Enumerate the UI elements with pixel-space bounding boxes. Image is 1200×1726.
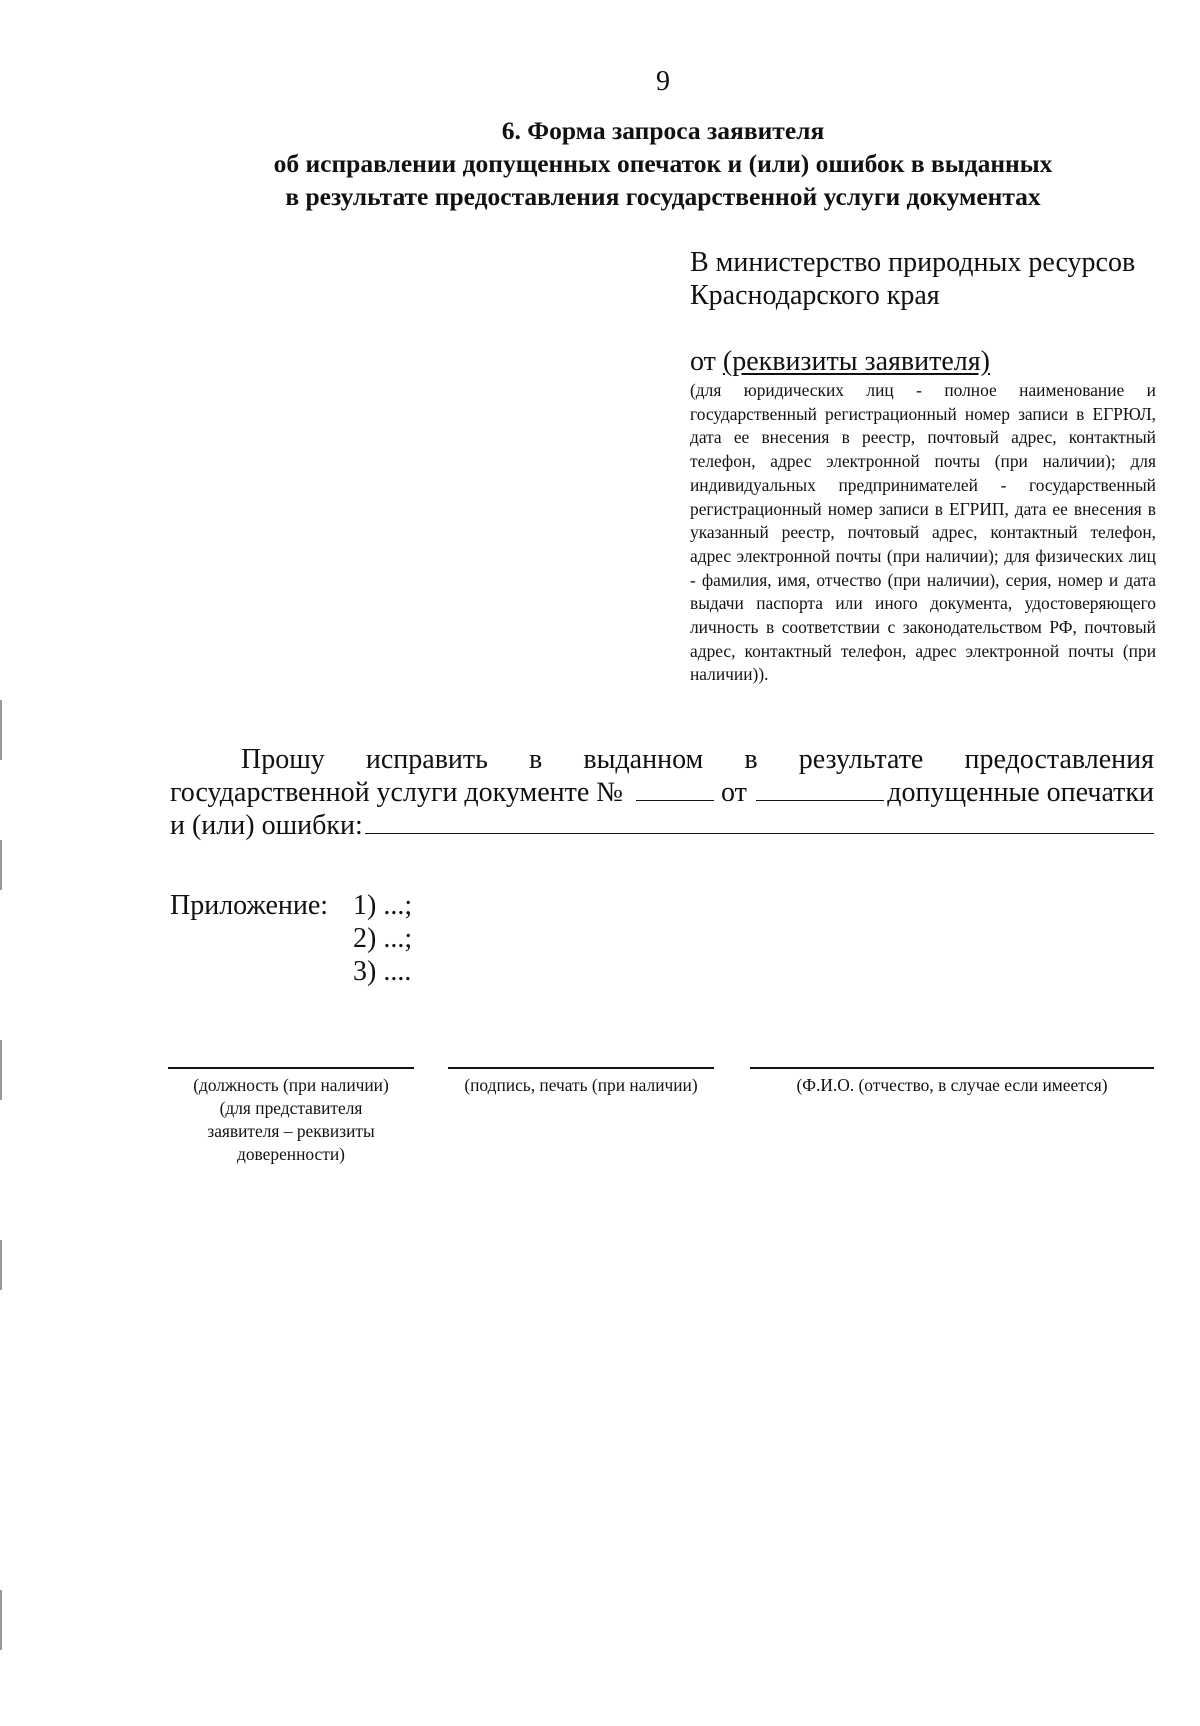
request-line-2-group [170, 776, 884, 809]
signature-line[interactable] [448, 1067, 714, 1069]
applicant-requisites-field[interactable]: (реквизиты заявителя) [722, 346, 990, 377]
errors-label: и (или) ошибки: [170, 810, 363, 841]
request-word: исправить [365, 744, 488, 775]
document-number-field[interactable] [636, 776, 714, 801]
requisites-note: (для юридических лиц - полное наименование и государственный регистрационный номер записи в ЕГРЮЛ, дата ее внесения в реестр, почтовый адрес, контактный телефон, адрес электронной почты (при наличии); для индивидуальных предпринимателей - государственный регистрационный номер записи в ЕГРИП, дата ее внесения в указанный реестр, почтовый адрес, контактный телефон, адрес электронной почты (при наличии); для физических лиц - фамилия, имя, отчество (при наличии), серия, номер и дата выдачи паспорта или иного документа, удостоверяющего личность в соответствии с законодательством РФ, почтовый адрес, контактный телефон, адрес электронной почты (при наличии)). [690, 380, 1156, 685]
position-caption-line: доверенности) [237, 1144, 345, 1164]
scan-artifact [0, 840, 2, 890]
form-heading-line: об исправлении допущенных опечаток и (или) ошибок в выданных [273, 149, 1053, 178]
request-body [170, 743, 1154, 842]
request-word: в [744, 744, 758, 775]
full-name-caption: (Ф.И.О. (отчество, в случае если имеется) [796, 1075, 1108, 1095]
request-line-3 [170, 809, 1154, 842]
document-date-field[interactable] [756, 776, 884, 801]
request-line-2 [170, 776, 1154, 809]
position-caption-line: заявителя – реквизиты [207, 1121, 375, 1141]
request-word: выданном [583, 744, 704, 775]
full-name-signature-line[interactable] [750, 1067, 1154, 1069]
document-number-label: государственной услуги документе № [170, 777, 624, 808]
position-caption [168, 1074, 414, 1166]
form-heading-line: в результате предоставления государственной услуги документах [285, 182, 1041, 211]
errors-description-field[interactable] [365, 811, 1154, 834]
page-number: 9 [656, 66, 670, 97]
request-line-2-end: допущенные опечатки [887, 777, 1154, 808]
scan-artifact [0, 700, 2, 760]
attachment-item: 1) ...; [353, 890, 413, 921]
attachments-label: Приложение: [170, 890, 329, 921]
request-word: результате [798, 744, 924, 775]
form-heading [150, 114, 1176, 213]
scan-artifact [0, 1590, 2, 1650]
signature-caption: (подпись, печать (при наличии) [464, 1075, 698, 1095]
position-signature-line[interactable] [168, 1067, 414, 1069]
scan-artifact [0, 1240, 2, 1290]
addressee-line: В министерство природных ресурсов [690, 247, 1136, 278]
addressee-line: Краснодарского края [690, 280, 940, 311]
form-heading-line: 6. Форма запроса заявителя [501, 116, 825, 145]
attachments-list [353, 889, 412, 988]
document-date-label: от [721, 777, 747, 808]
from-prefix: от [690, 346, 716, 377]
position-caption-line: (должность (при наличии) [193, 1075, 389, 1095]
request-word: Прошу [241, 744, 325, 775]
request-line-1 [170, 743, 1154, 776]
applicant-from-line [690, 347, 990, 377]
addressee-block [690, 246, 1135, 312]
scan-artifact [0, 1040, 2, 1100]
attachment-item: 2) ...; [353, 923, 413, 954]
request-word: предоставления [964, 744, 1154, 775]
request-word: в [529, 744, 543, 775]
attachment-item: 3) .... [353, 956, 412, 987]
position-caption-line: (для представителя [219, 1098, 363, 1118]
